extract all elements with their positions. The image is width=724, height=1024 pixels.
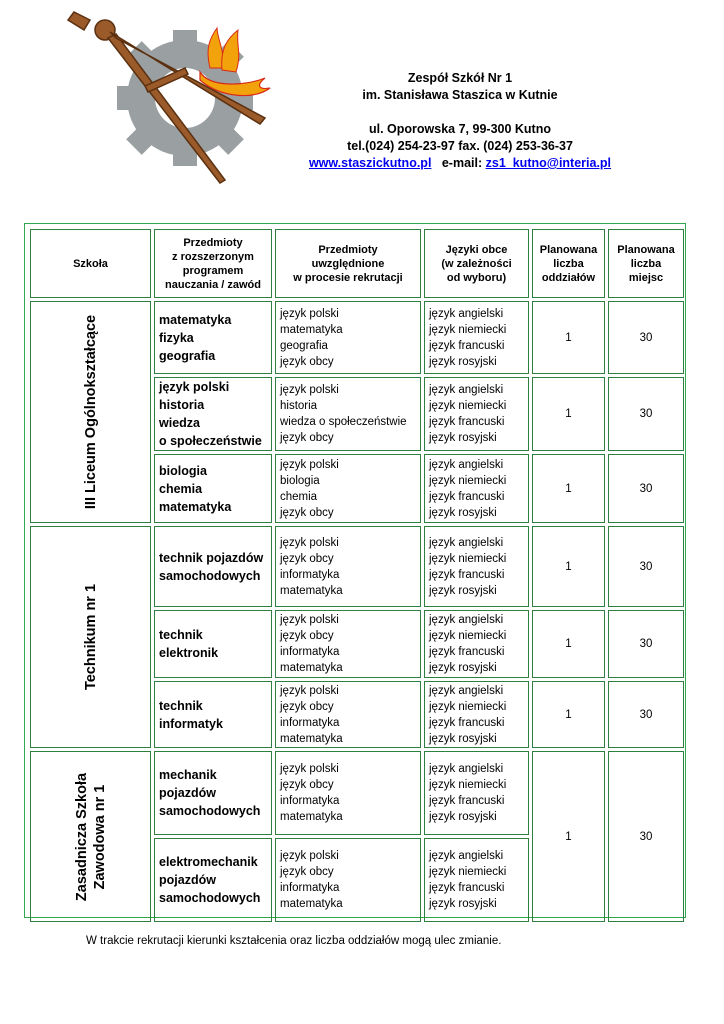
languages-cell: język angielski język niemiecki język francuski język rosyjski (424, 454, 529, 523)
table-row (30, 751, 684, 835)
school-name: Zespół Szkół Nr 1 (407, 71, 513, 85)
recruitment-subjects-cell: język polski matematyka geografia język obcy (275, 301, 421, 374)
header-planned-classes: Planowana liczba oddziałów (532, 229, 605, 298)
profile-cell: język polski historia wiedza o społeczeństwie (154, 377, 272, 451)
languages-cell: język angielski język niemiecki język francuski język rosyjski (424, 681, 529, 748)
languages-cell: język angielski język niemiecki język francuski język rosyjski (424, 751, 529, 835)
profile-cell: matematyka fizyka geografia (154, 301, 272, 374)
school-cell-zsz (30, 751, 151, 922)
website-link[interactable]: www.staszickutno.pl (308, 156, 432, 170)
header-subjects-recruitment: Przedmioty uwzględnione w procesie rekrutacji (275, 229, 421, 298)
table-row (30, 301, 684, 374)
recruitment-table (27, 226, 687, 925)
classes-cell-merged: 1 (532, 751, 605, 922)
classes-cell: 1 (532, 377, 605, 451)
recruitment-subjects-cell: język polski język obcy informatyka matematyka (275, 610, 421, 678)
email-label: e-mail: (441, 156, 483, 170)
school-logo (60, 8, 280, 188)
recruitment-subjects-cell: język polski język obcy informatyka matematyka (275, 526, 421, 607)
profile-cell: technik elektronik (154, 610, 272, 678)
languages-cell: język angielski język niemiecki język francuski język rosyjski (424, 301, 529, 374)
places-cell: 30 (608, 681, 684, 748)
places-cell: 30 (608, 526, 684, 607)
profile-cell: technik informatyk (154, 681, 272, 748)
table-header-row (30, 229, 684, 298)
profile-cell: biologia chemia matematyka (154, 454, 272, 523)
languages-cell: język angielski język niemiecki język francuski język rosyjski (424, 610, 529, 678)
recruitment-table-frame (24, 223, 686, 918)
profile-cell: elektromechanik pojazdów samochodowych (154, 838, 272, 922)
school-header (290, 70, 630, 172)
classes-cell: 1 (532, 610, 605, 678)
languages-cell: język angielski język niemiecki język francuski język rosyjski (424, 377, 529, 451)
recruitment-subjects-cell: język polski język obcy informatyka matematyka (275, 838, 421, 922)
school-name-technikum: Technikum nr 1 (82, 583, 99, 691)
places-cell-merged: 30 (608, 751, 684, 922)
school-cell-technikum (30, 526, 151, 748)
profile-cell: mechanik pojazdów samochodowych (154, 751, 272, 835)
header-school: Szkoła (30, 229, 151, 298)
classes-cell: 1 (532, 454, 605, 523)
email-link[interactable]: zs1_kutno@interia.pl (485, 156, 612, 170)
header-subjects-extended: Przedmioty z rozszerzonym programem nauczania / zawód (154, 229, 272, 298)
places-cell: 30 (608, 454, 684, 523)
flame-icon (200, 28, 270, 96)
profile-cell: technik pojazdów samochodowych (154, 526, 272, 607)
classes-cell: 1 (532, 681, 605, 748)
languages-cell: język angielski język niemiecki język francuski język rosyjski (424, 838, 529, 922)
school-patron: im. Stanisława Staszica w Kutnie (362, 88, 558, 102)
recruitment-subjects-cell: język polski biologia chemia język obcy (275, 454, 421, 523)
classes-cell: 1 (532, 526, 605, 607)
languages-cell: język angielski język niemiecki język francuski język rosyjski (424, 526, 529, 607)
classes-cell: 1 (532, 301, 605, 374)
school-name-lo: III Liceum Ogólnokształcące (82, 314, 99, 510)
recruitment-subjects-cell: język polski język obcy informatyka matematyka (275, 681, 421, 748)
table-row (30, 526, 684, 607)
school-cell-lo (30, 301, 151, 523)
footnote: W trakcie rekrutacji kierunki kształcenia oraz liczba oddziałów mogą ulec zmianie. (86, 935, 502, 947)
places-cell: 30 (608, 301, 684, 374)
school-address: ul. Oporowska 7, 99-300 Kutno (369, 122, 551, 136)
recruitment-subjects-cell: język polski historia wiedza o społeczeństwie język obcy (275, 377, 421, 451)
school-phone-fax: tel.(024) 254-23-97 fax. (024) 253-36-37 (347, 139, 573, 153)
places-cell: 30 (608, 610, 684, 678)
header-planned-places: Planowana liczba miejsc (608, 229, 684, 298)
school-name-zsz: Zasadnicza Szkoła Zawodowa nr 1 (73, 772, 108, 901)
places-cell: 30 (608, 377, 684, 451)
recruitment-subjects-cell: język polski język obcy informatyka matematyka (275, 751, 421, 835)
header-languages: Języki obce (w zależności od wyboru) (424, 229, 529, 298)
